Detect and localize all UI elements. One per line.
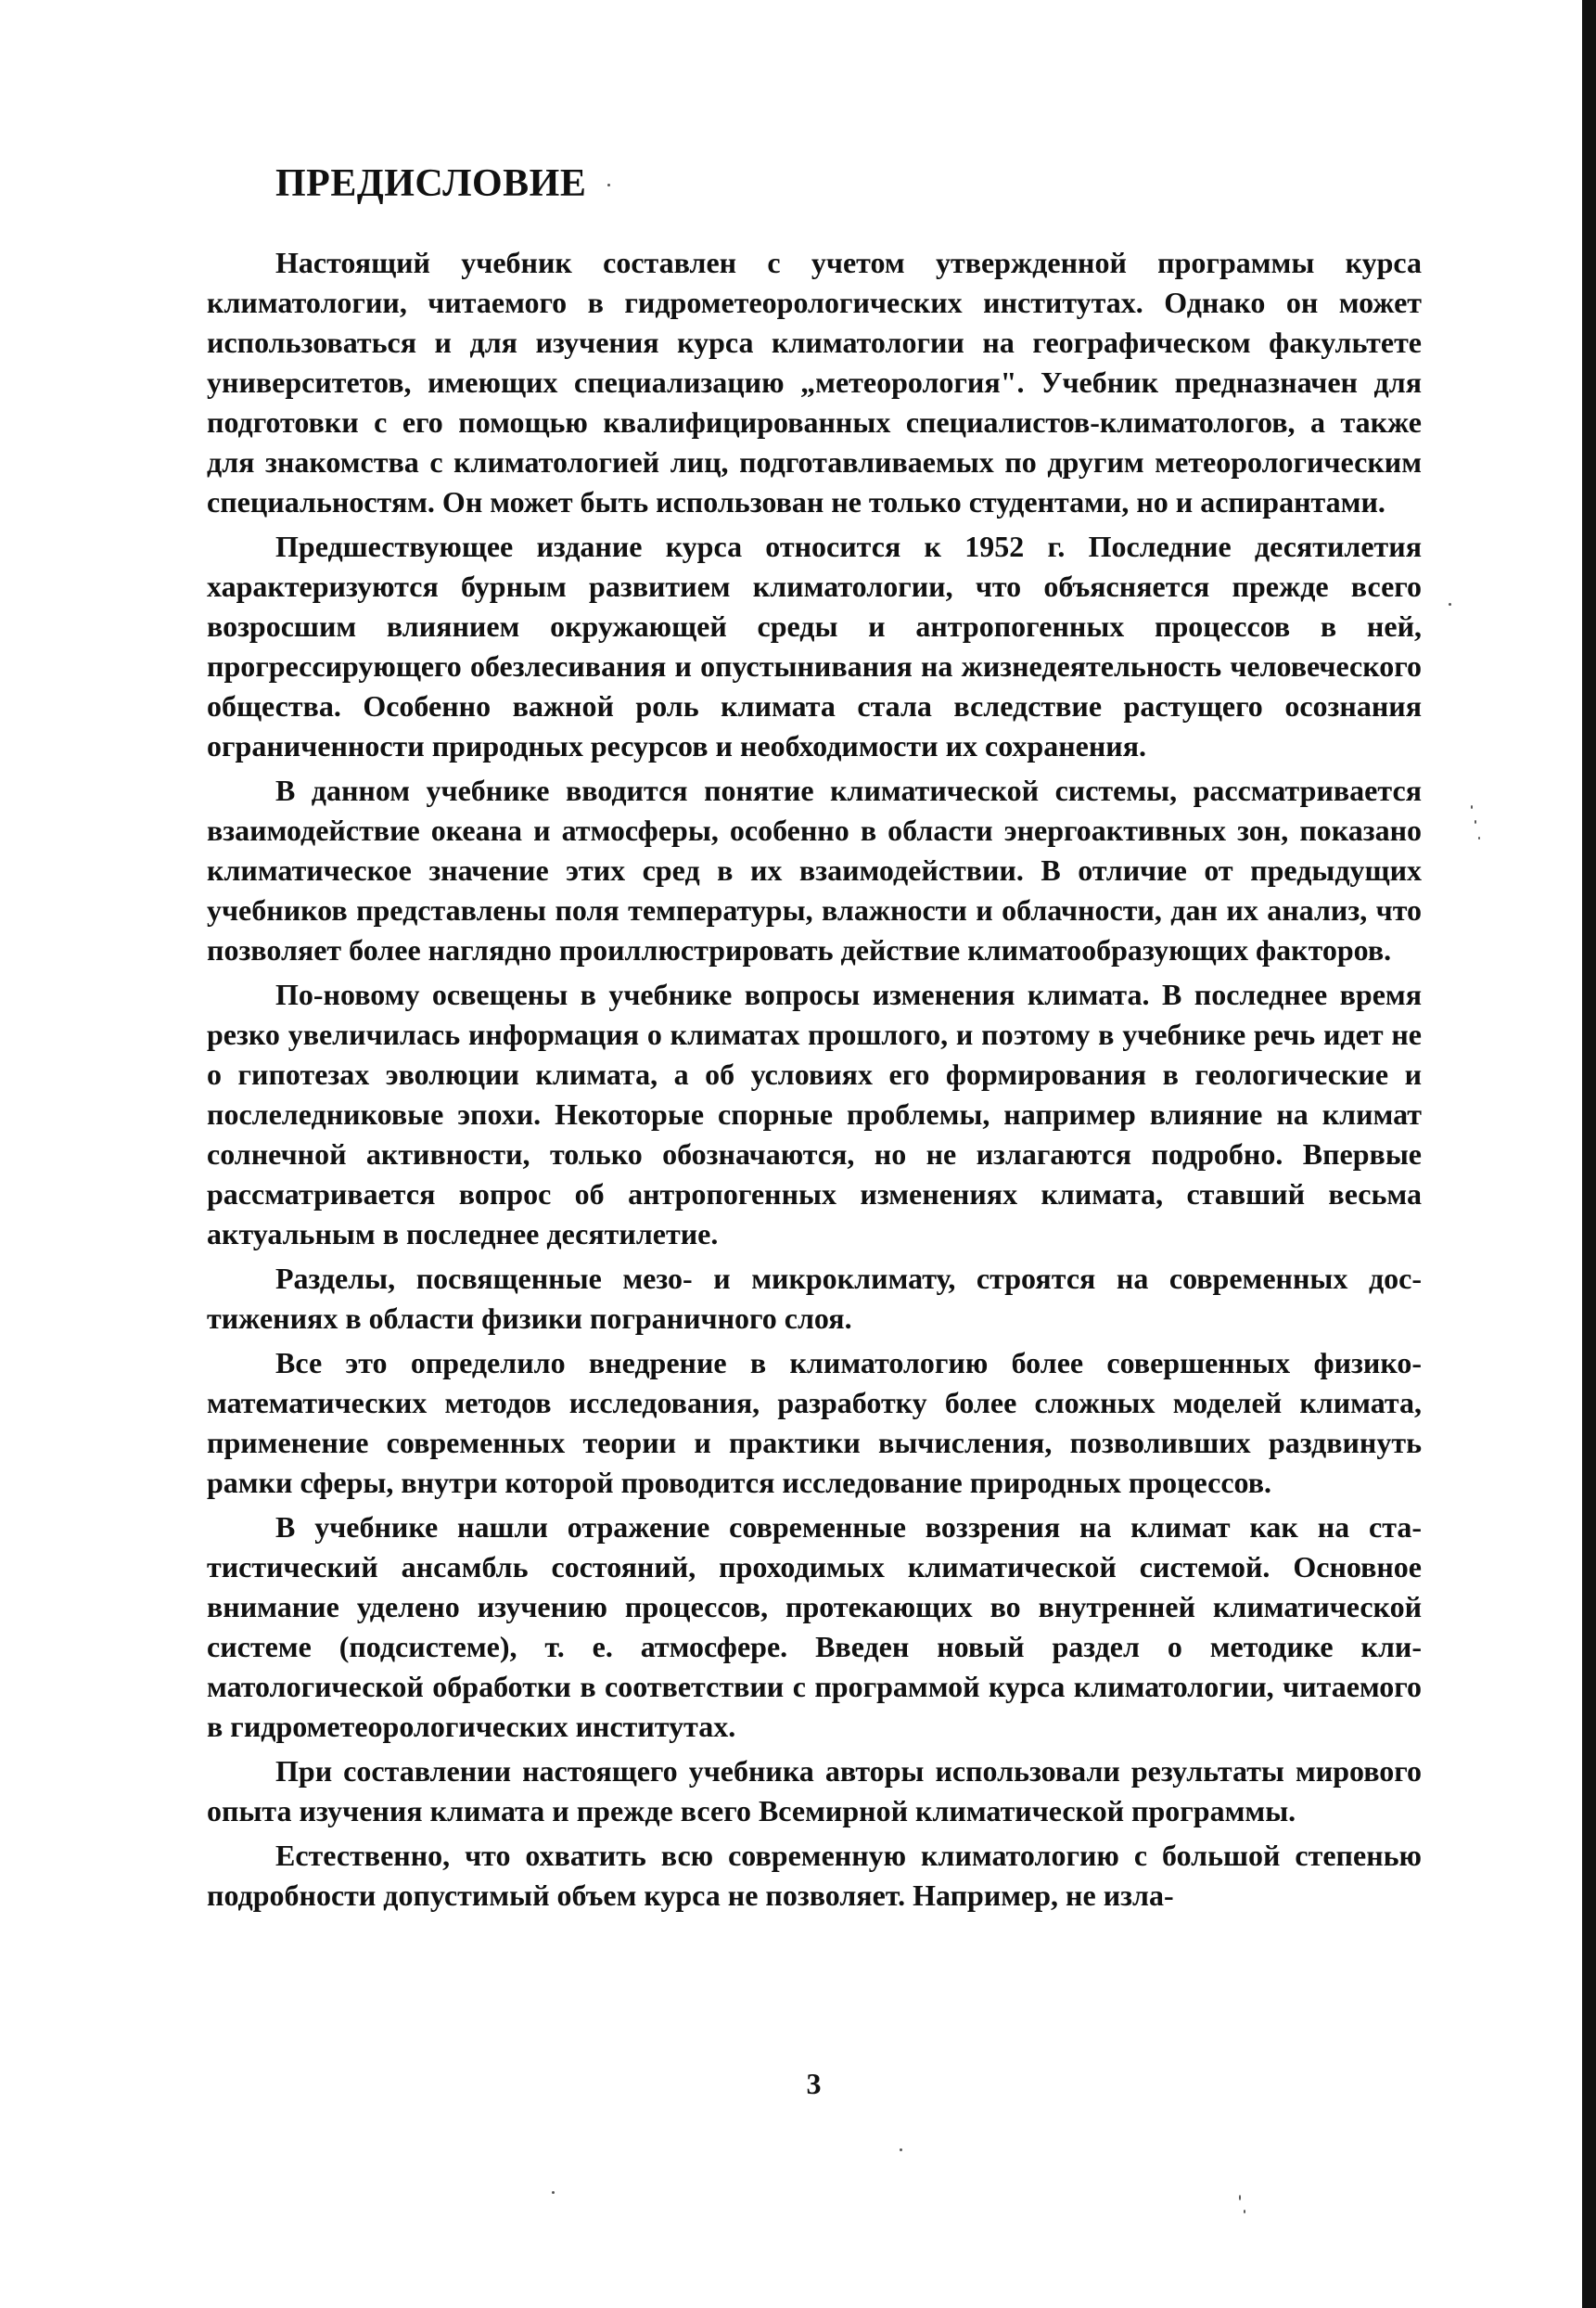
paragraph-9: Естественно, что охватить всю современную климатологию с большой степенью подробности допустимый объем курса не позволяет. Например, не изла- [207,1839,1422,1912]
scan-speck [607,184,610,186]
scan-speck [900,2148,902,2151]
paragraph-4: По-новому освещены в учебнике вопросы изменения климата. В последнее время резко увеличилась информация о климатах прошлого, и поэтому в учебнике речь идет не о гипотезах эволюции климата, а об условиях его формирования в геологические и послеледниковые эпохи. Некоторые спорные проблемы, например влияние на климат солнечной активности, только обозначаются, но не излагаются подробно. Впервые рассматривается вопрос об антропогенных изменениях климата, ставший весьма актуальным в последнее десятилетие. [207,978,1422,1250]
paragraph-6: Все это определило внедрение в климатологию более совершенных физико-математических методов исследования, разработку более сложных моделей климата, применение современных теории и практики вычисления, позволивших раздвинуть рамки сферы, внутри которой проводится исследование природных процессов. [207,1346,1422,1499]
scan-speck [1244,2210,1245,2213]
page-number: 3 [806,2067,822,2100]
scan-speck [1449,603,1451,606]
paragraph-8: При составлении настоящего учебника авторы использовали результаты мирового опыта изучения климата и прежде всего Всемирной климатической программы. [207,1754,1422,1827]
scan-speck [552,2191,555,2194]
paragraph-7: В учебнике нашли отражение современные воззрения на климат как на статистический ансамбль состояний, проходимых климатической системой. Основное внимание уделено изучению процессов, протекающих во внутренней климатической системе (подсистеме), т. е. атмосфере. Введен новый раздел о методике климатологической обработки в соответствии с программой курса климатологии, читаемого в гидрометеорологических институтах. [207,1510,1422,1743]
scan-edge-shadow [1582,0,1596,2308]
scan-speck [1478,837,1480,840]
scan-speck [1475,820,1476,824]
paragraph-1: Настоящий учебник составлен с учетом утвержденной программы курса климатологии, читаемого в гидрометеорологических институтах. Однако он может использоваться и для изучения курса климатологии на географическом факультете университетов, имеющих специализацию „метеорология". Учебник предназначен для подготовки с его помощью квалифицированных специалистов-климатологов, а также для знакомства с климатологией лиц, подготавливаемых по другим метеорологическим специальностям. Он может быть использован не только студентами, но и аспирантами. [207,246,1422,519]
page-heading: ПРЕДИСЛОВИЕ [275,162,587,205]
scan-speck [1471,805,1473,809]
paragraph-2: Предшествующее издание курса относится к 1952 г. Последние десятилетия характеризуются бурным развитием климатологии, что объясняется прежде всего возросшим влиянием окружающей среды и антропогенных процессов в ней, прогрессирующего обезлесивания и опустынивания на жизнедеятельность человеческого общества. Особенно важной роль климата стала вследствие растущего осознания ограниченности природных ресурсов и необходимости их сохранения. [207,530,1422,763]
paragraph-5: Разделы, посвященные мезо- и микроклимату, строятся на современных достижениях в области физики пограничного слоя. [207,1262,1422,1335]
preface-body [207,243,1422,1920]
paragraph-3: В данном учебнике вводится понятие климатической системы, рассматривается взаимодействие океана и атмосферы, особенно в области энергоактивных зон, показано климатическое значение этих сред в их взаимодействии. В отличие от предыдущих учебников представлены поля температуры, влажности и облачности, дан их анализ, что позволяет более наглядно проиллюстрировать действие климатообразующих факторов. [207,774,1422,967]
scan-speck [1239,2195,1241,2200]
